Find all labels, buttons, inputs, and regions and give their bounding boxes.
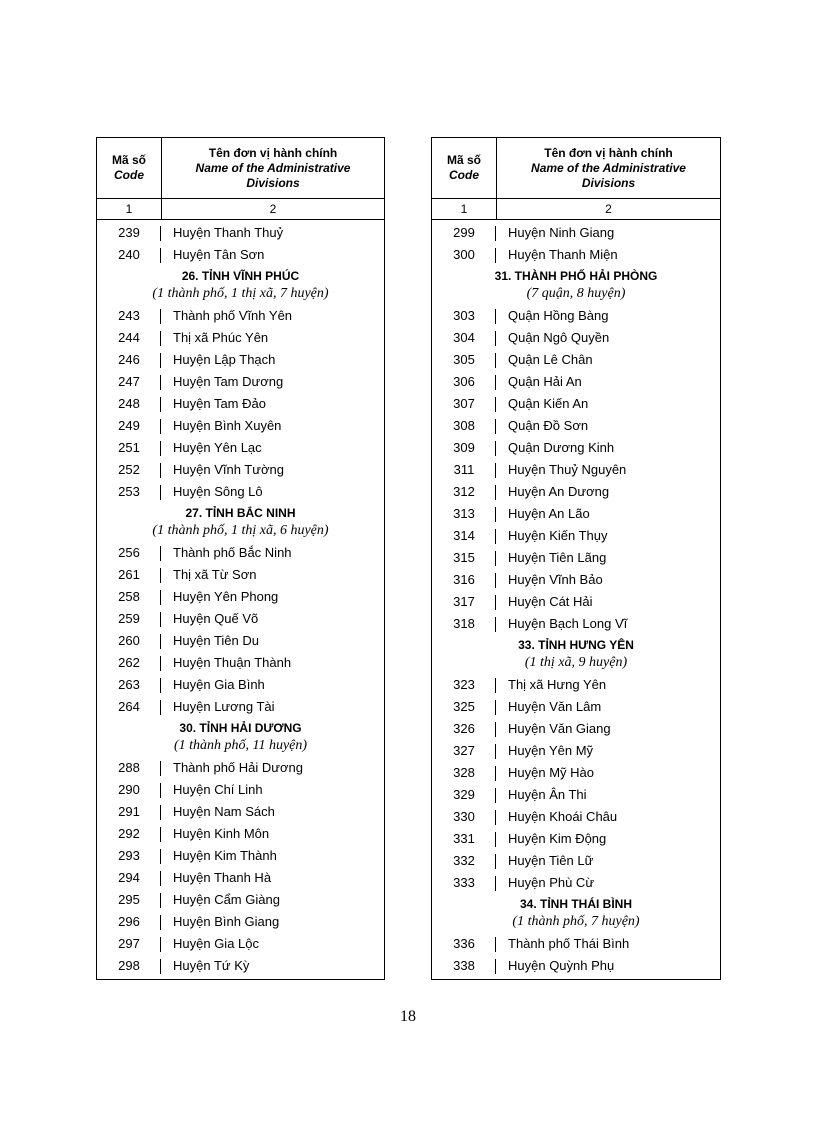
division-name: Huyện Cát Hải: [508, 594, 593, 609]
division-code: 316: [432, 569, 496, 591]
section-subtitle: (1 thị xã, 9 huyện): [524, 655, 628, 670]
division-name: Huyện Gia Bình: [173, 677, 265, 692]
division-code: 293: [97, 845, 161, 867]
table-row: [432, 393, 720, 415]
table-row: [97, 801, 384, 823]
division-code: 307: [432, 393, 496, 415]
table-row: [432, 525, 720, 547]
code-header-vi: Mã số: [111, 153, 146, 167]
division-code: 305: [432, 349, 496, 371]
division-name: Quận Lê Chân: [508, 352, 593, 367]
column-number-1: 1: [432, 199, 497, 219]
division-name: Huyện Kiến Thụy: [508, 528, 608, 543]
division-name: Huyện Cẩm Giàng: [173, 892, 280, 907]
division-code: 246: [97, 349, 161, 371]
division-code: 288: [97, 757, 161, 779]
division-name: Huyện Văn Giang: [508, 721, 611, 736]
division-code: 300: [432, 244, 496, 266]
table-row: [97, 393, 384, 415]
table-row: [432, 933, 720, 955]
code-header-vi: Mã số: [446, 153, 481, 167]
table-row: [432, 955, 720, 977]
division-code: 304: [432, 327, 496, 349]
section-heading: [432, 635, 720, 674]
division-code: 294: [97, 867, 161, 889]
code-header: [432, 138, 497, 198]
division-code: 312: [432, 481, 496, 503]
table-row: [432, 872, 720, 894]
table-row: [432, 828, 720, 850]
division-name: Huyện Nam Sách: [173, 804, 275, 819]
division-code: 247: [97, 371, 161, 393]
division-code: 260: [97, 630, 161, 652]
division-name: Huyện Vĩnh Tường: [173, 462, 284, 477]
name-header-vi: Tên đơn vị hành chính: [208, 145, 338, 160]
division-name: Thành phố Hải Dương: [173, 760, 303, 775]
name-header: [162, 138, 384, 198]
code-header: [97, 138, 162, 198]
division-code: 325: [432, 696, 496, 718]
division-code: 292: [97, 823, 161, 845]
division-code: 328: [432, 762, 496, 784]
division-code: 303: [432, 305, 496, 327]
division-name: Huyện Kim Động: [508, 831, 607, 846]
division-code: 239: [97, 222, 161, 244]
name-header-en-2: Divisions: [581, 175, 636, 190]
division-name: Huyện Tiên Lãng: [508, 550, 607, 565]
division-name: Huyện Lương Tài: [173, 699, 275, 714]
table-header: [97, 138, 384, 199]
division-name: Huyện Tân Sơn: [173, 247, 265, 262]
division-code: 240: [97, 244, 161, 266]
table-row: [432, 740, 720, 762]
division-name: Huyện Thanh Hà: [173, 870, 272, 885]
table-header: [432, 138, 720, 199]
page-number: 18: [400, 1008, 416, 1025]
section-subtitle: (1 thành phố, 11 huyện): [173, 738, 308, 753]
right-table: [431, 137, 721, 980]
name-header-en-1: Name of the Administrative: [531, 160, 686, 175]
table-row: [432, 481, 720, 503]
division-name: Huyện Kim Thành: [173, 848, 277, 863]
column-number-2: 2: [269, 202, 277, 216]
column-number-row: [432, 199, 720, 220]
table-row: [432, 371, 720, 393]
table-row: [97, 823, 384, 845]
table-row: [97, 564, 384, 586]
section-subtitle: (1 thành phố, 7 huyện): [512, 914, 640, 929]
section-title: 34. TỈNH THÁI BÌNH: [519, 897, 632, 911]
division-code: 295: [97, 889, 161, 911]
division-name: Huyện Tứ Kỳ: [173, 958, 250, 973]
division-name: Huyện Thuỷ Nguyên: [508, 462, 627, 477]
division-code: 311: [432, 459, 496, 481]
name-header-en-1: Name of the Administrative: [195, 160, 351, 175]
name-header-en-2: Divisions: [246, 175, 300, 190]
division-name: Huyện Chí Linh: [173, 782, 263, 797]
table-row: [97, 955, 384, 977]
division-name: Huyện Văn Lâm: [508, 699, 602, 714]
left-rows: [97, 220, 384, 979]
table-row: [97, 933, 384, 955]
division-code: 309: [432, 437, 496, 459]
table-row: [97, 889, 384, 911]
division-code: 297: [97, 933, 161, 955]
division-code: 261: [97, 564, 161, 586]
table-row: [97, 757, 384, 779]
right-rows: [432, 220, 720, 979]
table-row: [97, 845, 384, 867]
division-code: 331: [432, 828, 496, 850]
division-name: Thành phố Thái Bình: [508, 936, 630, 951]
table-row: [97, 608, 384, 630]
name-header-vi: Tên đơn vị hành chính: [544, 145, 673, 160]
division-code: 252: [97, 459, 161, 481]
column-number-1: 1: [97, 199, 162, 219]
section-heading: [97, 503, 384, 542]
division-name: Huyện Yên Phong: [173, 589, 279, 604]
division-name: Quận Dương Kinh: [508, 440, 615, 455]
table-row: [432, 784, 720, 806]
table-row: [97, 542, 384, 564]
division-code: 308: [432, 415, 496, 437]
table-row: [97, 586, 384, 608]
division-name: Huyện Tiên Du: [173, 633, 259, 648]
division-name: Huyện Tam Đảo: [173, 396, 266, 411]
division-name: Huyện Yên Mỹ: [508, 743, 594, 758]
division-name: Thành phố Vĩnh Yên: [173, 308, 293, 323]
division-name: Huyện An Dương: [508, 484, 610, 499]
code-header-en: Code: [114, 168, 144, 182]
division-code: 318: [432, 613, 496, 635]
table-row: [97, 349, 384, 371]
division-name: Thành phố Bắc Ninh: [173, 545, 292, 560]
left-table: [96, 137, 385, 980]
division-name: Huyện Khoái Châu: [508, 809, 618, 824]
section-heading: [432, 266, 720, 305]
table-row: [432, 244, 720, 266]
division-code: 338: [432, 955, 496, 977]
division-name: Huyện An Lão: [508, 506, 590, 521]
division-code: 290: [97, 779, 161, 801]
table-row: [432, 222, 720, 244]
division-code: 243: [97, 305, 161, 327]
division-code: 259: [97, 608, 161, 630]
table-row: [97, 305, 384, 327]
division-name: Huyện Vĩnh Bảo: [508, 572, 603, 587]
table-row: [432, 459, 720, 481]
division-name: Quận Ngô Quyền: [508, 330, 610, 345]
division-code: 330: [432, 806, 496, 828]
division-name: Quận Hải An: [508, 374, 582, 389]
division-name: Huyện Kinh Môn: [173, 826, 270, 841]
table-row: [432, 349, 720, 371]
table-row: [432, 503, 720, 525]
division-name: Thị xã Phúc Yên: [173, 330, 269, 345]
table-row: [97, 244, 384, 266]
table-row: [97, 779, 384, 801]
section-title: 27. TỈNH BẮC NINH: [185, 506, 296, 520]
section-title: 30. TỈNH HẢI DƯƠNG: [179, 721, 302, 735]
division-name: Huyện Tiên Lữ: [508, 853, 594, 868]
division-name: Thị xã Hưng Yên: [508, 677, 607, 692]
division-code: 314: [432, 525, 496, 547]
division-name: Huyện Quỳnh Phụ: [508, 958, 615, 973]
division-code: 327: [432, 740, 496, 762]
division-code: 244: [97, 327, 161, 349]
table-row: [432, 696, 720, 718]
table-row: [432, 762, 720, 784]
section-subtitle: (1 thành phố, 1 thị xã, 7 huyện): [152, 286, 329, 301]
division-name: Quận Hồng Bàng: [508, 308, 609, 323]
section-heading: [432, 894, 720, 933]
division-name: Huyện Mỹ Hào: [508, 765, 594, 780]
division-name: Huyện Tam Dương: [173, 374, 284, 389]
division-name: Huyện Bình Giang: [173, 914, 280, 929]
table-row: [97, 437, 384, 459]
table-row: [97, 674, 384, 696]
division-name: Huyện Bạch Long Vĩ: [508, 616, 628, 631]
table-row: [97, 696, 384, 718]
section-title: 33. TỈNH HƯNG YÊN: [518, 638, 634, 652]
table-row: [432, 437, 720, 459]
division-code: 291: [97, 801, 161, 823]
table-row: [432, 327, 720, 349]
table-row: [432, 305, 720, 327]
division-name: Huyện Quế Võ: [173, 611, 259, 626]
table-row: [97, 481, 384, 503]
table-row: [432, 674, 720, 696]
division-name: Huyện Thanh Miện: [508, 247, 618, 262]
division-code: 263: [97, 674, 161, 696]
division-name: Huyện Ninh Giang: [508, 225, 615, 240]
division-code: 262: [97, 652, 161, 674]
division-name: Huyện Bình Xuyên: [173, 418, 282, 433]
division-name: Huyện Ân Thi: [508, 787, 587, 802]
division-code: 306: [432, 371, 496, 393]
division-code: 317: [432, 591, 496, 613]
division-code: 248: [97, 393, 161, 415]
table-row: [432, 569, 720, 591]
section-heading: [97, 266, 384, 305]
section-subtitle: (1 thành phố, 1 thị xã, 6 huyện): [152, 523, 329, 538]
division-code: 336: [432, 933, 496, 955]
table-row: [432, 547, 720, 569]
column-number-2: 2: [605, 202, 612, 216]
section-heading: [97, 718, 384, 757]
table-row: [97, 459, 384, 481]
division-name: Huyện Thuận Thành: [173, 655, 292, 670]
division-code: 249: [97, 415, 161, 437]
table-row: [97, 415, 384, 437]
table-row: [432, 613, 720, 635]
division-name: Thị xã Từ Sơn: [173, 567, 257, 582]
division-name: Quận Đồ Sơn: [508, 418, 589, 433]
name-header: [497, 138, 720, 198]
division-code: 253: [97, 481, 161, 503]
division-code: 256: [97, 542, 161, 564]
table-row: [432, 850, 720, 872]
table-row: [97, 371, 384, 393]
division-code: 326: [432, 718, 496, 740]
division-code: 329: [432, 784, 496, 806]
column-number-row: [97, 199, 384, 220]
table-row: [432, 415, 720, 437]
table-row: [97, 652, 384, 674]
division-code: 298: [97, 955, 161, 977]
table-row: [97, 911, 384, 933]
division-name: Huyện Phù Cừ: [508, 875, 595, 890]
table-row: [97, 222, 384, 244]
division-code: 333: [432, 872, 496, 894]
division-code: 258: [97, 586, 161, 608]
division-code: 251: [97, 437, 161, 459]
table-row: [97, 327, 384, 349]
division-code: 313: [432, 503, 496, 525]
table-row: [432, 718, 720, 740]
division-name: Huyện Yên Lạc: [173, 440, 262, 455]
division-code: 323: [432, 674, 496, 696]
table-row: [97, 630, 384, 652]
division-name: Huyện Gia Lộc: [173, 936, 259, 951]
division-name: Huyện Sông Lô: [173, 484, 263, 499]
table-row: [432, 806, 720, 828]
division-code: 264: [97, 696, 161, 718]
table-row: [432, 591, 720, 613]
division-code: 299: [432, 222, 496, 244]
table-row: [97, 867, 384, 889]
division-name: Huyện Lập Thạch: [173, 352, 276, 367]
section-title: 26. TỈNH VĨNH PHÚC: [181, 269, 300, 283]
division-code: 315: [432, 547, 496, 569]
section-title: 31. THÀNH PHỐ HẢI PHÒNG: [494, 269, 658, 283]
division-name: Huyện Thanh Thuỷ: [173, 225, 284, 240]
division-name: Quận Kiến An: [508, 396, 589, 411]
section-subtitle: (7 quận, 8 huyện): [526, 286, 626, 301]
code-header-en: Code: [449, 168, 479, 182]
division-code: 332: [432, 850, 496, 872]
division-code: 296: [97, 911, 161, 933]
